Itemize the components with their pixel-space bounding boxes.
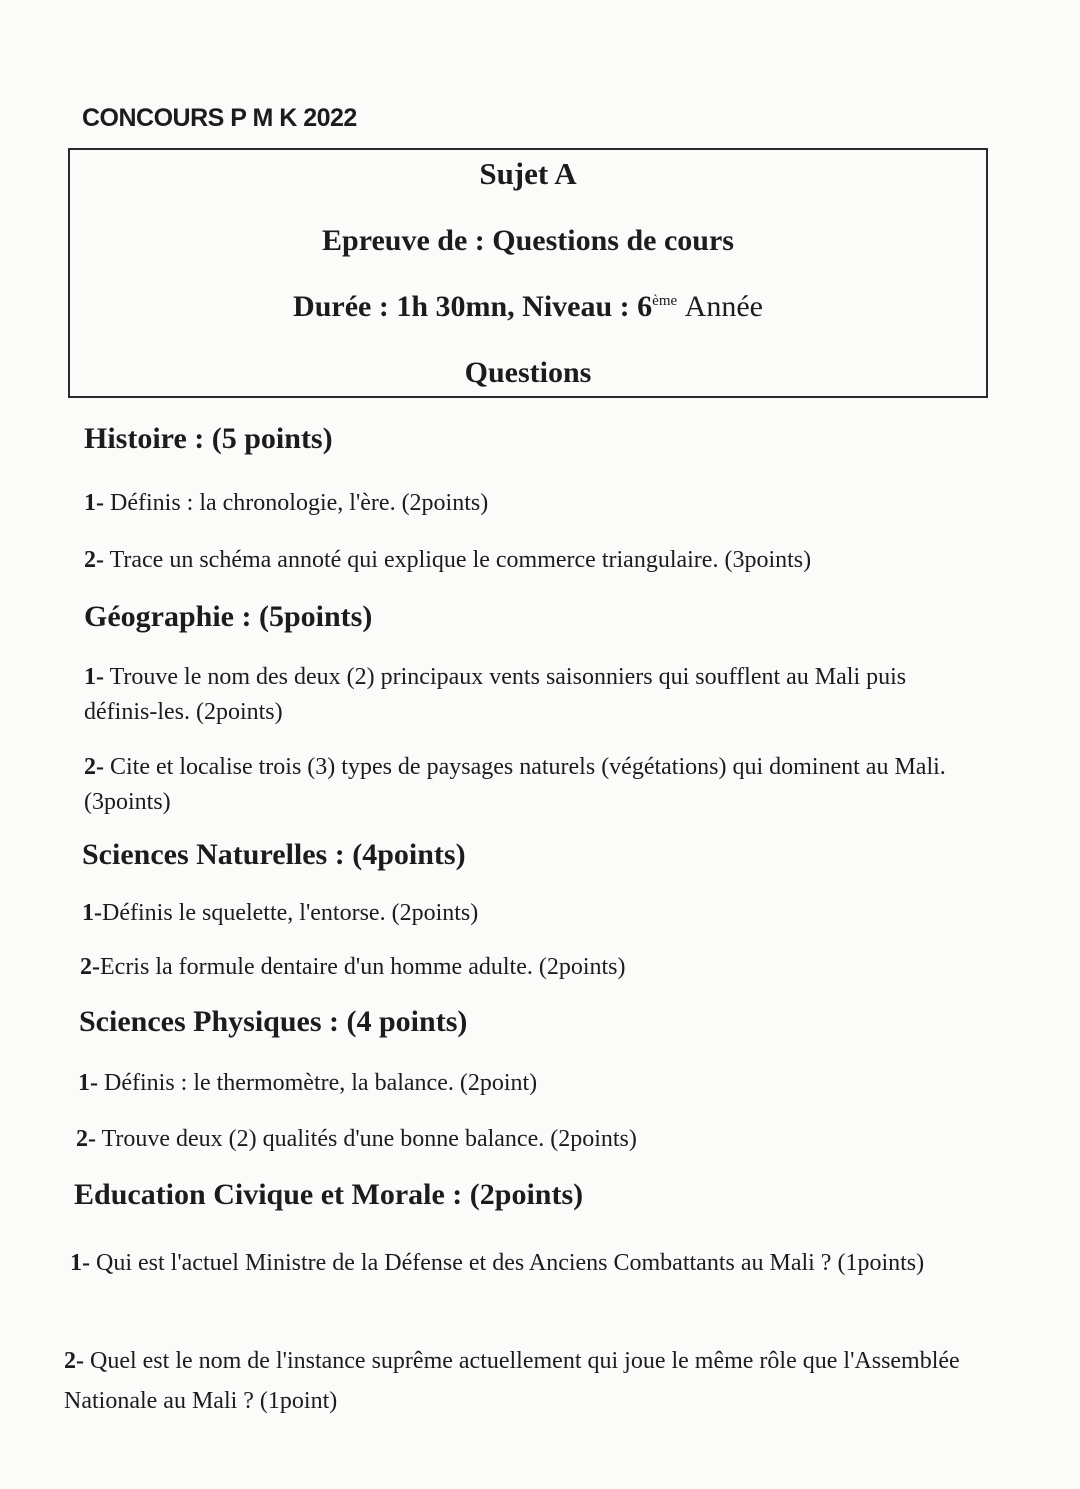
contest-title: CONCOURS P M K 2022 [82,104,357,132]
question-text: Définis le squelette, l'entorse. (2points) [102,900,479,926]
question-number: 1- [82,900,102,926]
question-text: Ecris la formule dentaire d'un homme adulte. (2points) [100,954,626,980]
section-title-histoire: Histoire : (5 points) [84,422,333,455]
question-number: 2- [64,1348,84,1374]
duration-text: Durée : 1h 30mn, Niveau : 6 [293,290,653,323]
question-education-civique-1 [70,1243,970,1283]
question-histoire-2 [84,543,994,578]
question-number: 1- [70,1250,90,1276]
level-suffix: Année [684,290,763,323]
question-text: Trouve deux (2) qualités d'une bonne balance. (2points) [96,1126,637,1152]
question-number: 2- [84,754,104,780]
question-number: 2- [80,954,100,980]
questions-heading: Questions [464,356,592,389]
question-number: 1- [84,664,104,690]
question-sciences-naturelles-2 [80,950,990,985]
question-text: Trace un schéma annoté qui explique le commerce triangulaire. (3points) [104,547,812,573]
question-sciences-naturelles-1 [82,896,992,931]
question-number: 2- [76,1126,96,1152]
level-superscript: ème [652,293,678,309]
section-title-sciences-naturelles: Sciences Naturelles : (4points) [82,838,466,871]
question-histoire-1 [84,486,994,521]
duration-level [70,290,986,324]
question-number: 1- [78,1070,98,1096]
question-number: 1- [84,490,104,516]
question-text: Trouve le nom des deux (2) principaux vents saisonniers qui soufflent au Mali puis définis-les. (2points) [84,664,907,725]
section-title-sciences-physiques: Sciences Physiques : (4 points) [79,1005,468,1038]
question-education-civique-2 [64,1341,984,1421]
question-text: Définis : le thermomètre, la balance. (2point) [98,1070,538,1096]
section-title-geographie: Géographie : (5points) [84,600,373,633]
question-text: Définis : la chronologie, l'ère. (2points) [104,490,489,516]
subject-label: Sujet A [479,156,577,191]
question-text: Qui est l'actuel Ministre de la Défense et des Anciens Combattants au Mali ? (1points) [90,1250,925,1276]
exam-header-box [68,148,988,398]
question-number: 2- [84,547,104,573]
section-title-education-civique: Education Civique et Morale : (2points) [74,1178,584,1211]
question-geographie-2 [84,750,974,820]
question-text: Quel est le nom de l'instance suprême actuellement qui joue le même rôle que l'Assemblée Nationale au Mali ? (1point) [64,1348,960,1414]
question-geographie-1 [84,660,914,730]
exam-title: Epreuve de : Questions de cours [322,224,734,257]
question-sciences-physiques-2 [76,1122,986,1157]
question-text: Cite et localise trois (3) types de paysages naturels (végétations) qui dominent au Mali. (3points) [84,754,946,815]
question-sciences-physiques-1 [78,1066,988,1101]
